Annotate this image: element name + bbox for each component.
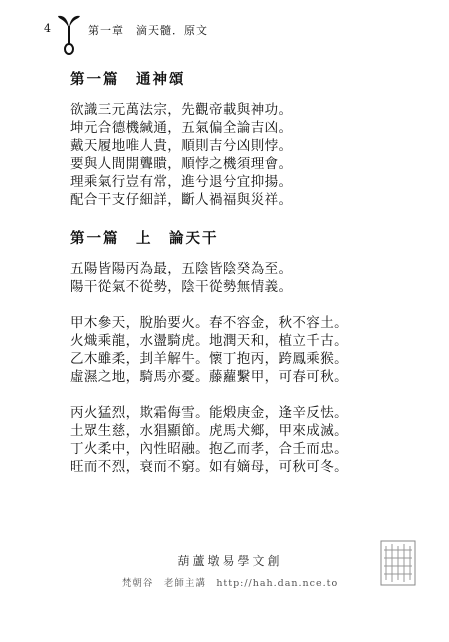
- footer-credit: 梵朝谷 老師主講 http://hah.dan.nce.to: [121, 578, 339, 589]
- verse-line: 丙火猛烈，欺霜侮雪。能煅庚金，逢辛反怯。: [70, 405, 348, 421]
- verse-paragraph: [70, 101, 430, 209]
- verse-line: 甲木參天，脫胎要火。春不容金，秋不容土。: [70, 315, 348, 331]
- page-number: 4: [44, 22, 51, 35]
- sprout-logo-icon: [58, 14, 80, 56]
- page-footer: [110, 552, 350, 589]
- verse-line: 坤元合德機緘通，五氣偏全論吉凶。: [70, 120, 293, 136]
- verse-line: 乙木雖柔，刲羊解牛。懷丁抱丙，跨鳳乘猴。: [70, 351, 348, 367]
- verse-line: 旺而不烈，衰而不窮。如有嫡母，可秋可冬。: [70, 459, 348, 475]
- verse-line: 理乘氣行豈有常，進兮退兮宜抑揚。: [70, 174, 293, 190]
- seal-stamp-icon: [380, 540, 416, 586]
- verse-line: 欲識三元萬法宗，先觀帝載與神功。: [70, 102, 293, 118]
- footer-brand: 葫蘆墩易學文創: [177, 554, 283, 568]
- verse-line: 戴天履地唯人貴，順則吉兮凶則悖。: [70, 138, 293, 154]
- verse-line: 虛濕之地，騎馬亦憂。藤蘿繫甲，可春可秋。: [70, 369, 348, 385]
- document-body: [70, 68, 430, 494]
- verse-paragraph: [70, 314, 430, 386]
- verse-paragraph: [70, 260, 430, 296]
- verse-line: 要與人間開聾瞶，順悖之機須理會。: [70, 156, 293, 172]
- chapter-title: 第一章 滴天髓．原文: [88, 24, 208, 37]
- verse-line: 五陽皆陽丙為最，五陰皆陰癸為至。: [70, 261, 293, 277]
- section-tiangan: [70, 227, 430, 476]
- verse-paragraph: [70, 404, 430, 476]
- verse-line: 土眾生慈，水猖顯節。虎馬犬鄉，甲來成滅。: [70, 423, 348, 439]
- verse-line: 丁火柔中，內性昭融。抱乙而孝，合壬而忠。: [70, 441, 348, 457]
- verse-line: 陽干從氣不從勢，陰干從勢無情義。: [70, 279, 293, 295]
- verse-line: 火熾乘龍，水盪騎虎。地潤天和，植立千古。: [70, 333, 348, 349]
- verse-line: 配合干支仔細詳，斷人禍福與災祥。: [70, 192, 293, 208]
- section-heading: 第一篇 通神頌: [70, 71, 186, 88]
- section-heading: 第一篇 上 論天干: [70, 230, 219, 247]
- section-tongshen: [70, 68, 430, 209]
- page-header: [44, 14, 439, 54]
